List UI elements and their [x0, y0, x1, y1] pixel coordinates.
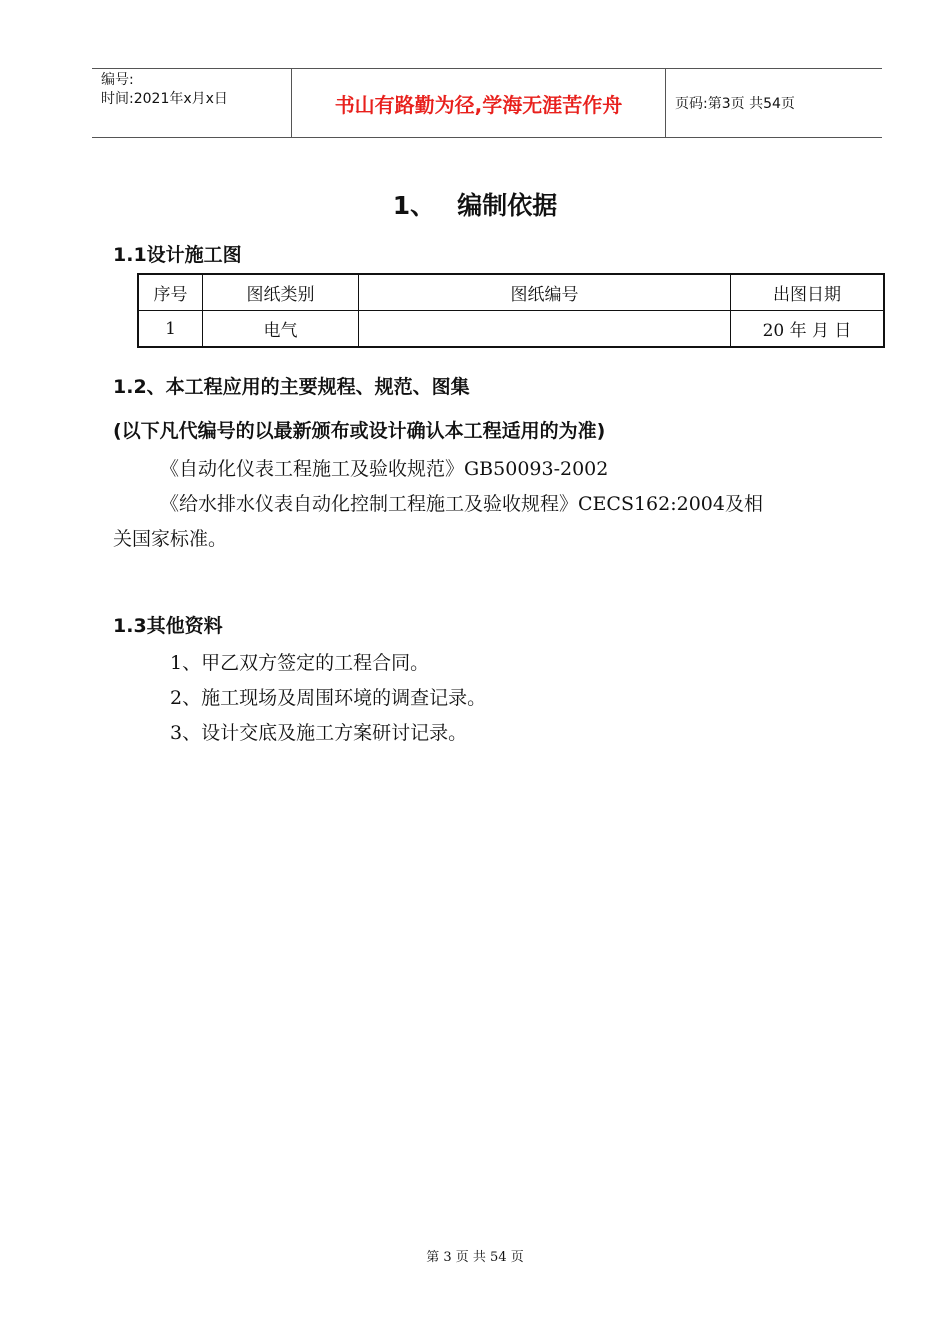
list-item: 2、施工现场及周围环境的调查记录。 — [170, 687, 487, 709]
table-header-cell: 出图日期 — [731, 274, 885, 311]
drawings-table — [137, 273, 885, 348]
table-header-row — [138, 274, 884, 311]
section-title — [0, 186, 950, 222]
table-header-cell: 序号 — [138, 274, 203, 311]
heading-1-2: 1.2、本工程应用的主要规程、规范、图集 — [113, 376, 470, 398]
heading-1-2-note: (以下凡代编号的以最新颁布或设计确认本工程适用的为准) — [113, 420, 606, 442]
section-title-text: 编制依据 — [457, 191, 558, 220]
standard-item: 《给水排水仪表自动化控制工程施工及验收规程》CECS162:2004及相 — [160, 493, 763, 515]
section-title-number: 1、 — [392, 191, 436, 220]
header-motto: 书山有路勤为径,学海无涯苦作舟 — [292, 69, 666, 137]
list-item: 1、甲乙双方签定的工程合同。 — [170, 652, 430, 674]
standard-item-continued: 关国家标准。 — [113, 528, 228, 550]
list-item: 3、设计交底及施工方案研讨记录。 — [170, 722, 468, 744]
page-footer: 第 3 页 共 54 页 — [426, 1250, 524, 1265]
table-cell: 电气 — [203, 311, 359, 348]
heading-1-1: 1.1设计施工图 — [113, 244, 242, 266]
page-header — [92, 68, 882, 138]
header-meta — [92, 69, 292, 137]
table-cell: 20 年 月 日 — [731, 311, 885, 348]
table-header-cell: 图纸类别 — [203, 274, 359, 311]
table-cell: 1 — [138, 311, 203, 348]
table-header-cell: 图纸编号 — [359, 274, 731, 311]
table-cell — [359, 311, 731, 348]
time-label: 时间:2021年x月x日 — [101, 91, 228, 107]
heading-1-3: 1.3其他资料 — [113, 615, 223, 637]
table-row — [138, 311, 884, 348]
code-label: 编号: — [101, 72, 134, 88]
header-page-label: 页码:第3页 共54页 — [675, 96, 795, 112]
standard-item: 《自动化仪表工程施工及验收规范》GB50093-2002 — [160, 458, 609, 480]
